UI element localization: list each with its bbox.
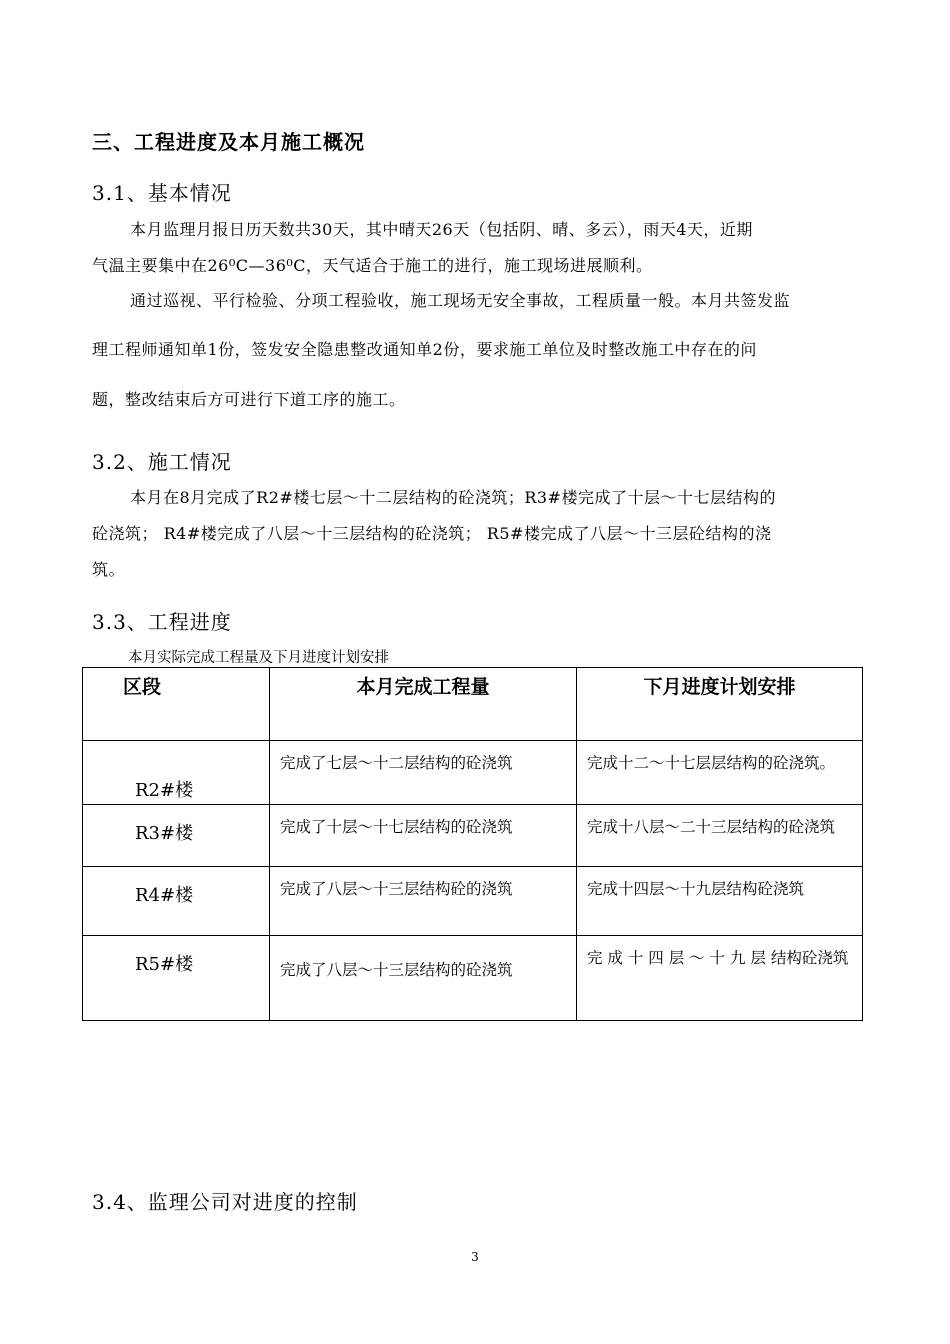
heading-3-2: 3.2、施工情况	[92, 450, 232, 474]
table-row	[83, 741, 863, 805]
section-title: 三、工程进度及本月施工概况	[92, 130, 365, 154]
heading-3-1: 3.1、基本情况	[92, 181, 232, 205]
table-row	[83, 805, 863, 867]
cell-zone: R3#楼	[83, 805, 270, 867]
cell-plan: 完成十四层～十九层结构砼浇筑	[577, 867, 863, 936]
table-row	[83, 867, 863, 936]
page-number: 3	[471, 1250, 479, 1264]
cell-plan: 完成十二～十七层层结构的砼浇筑。	[577, 741, 863, 805]
text-line: 本月在8月完成了R2#楼七层～十二层结构的砼浇筑；R3#楼完成了十层～十七层结构的	[130, 488, 776, 507]
text-line: 气温主要集中在26⁰C—36⁰C，天气适合于施工的进行，施工现场进展顺利。	[92, 256, 653, 275]
cell-plan: 完 成 十 四 层 ～ 十 九 层 结构砼浇筑	[577, 936, 863, 1021]
cell-done: 完成了八层～十三层结构的砼浇筑	[270, 936, 577, 1021]
progress-table	[82, 667, 863, 1021]
column-header-done: 本月完成工程量	[270, 668, 577, 741]
cell-zone: R4#楼	[83, 867, 270, 936]
heading-3-3: 3.3、工程进度	[92, 610, 232, 634]
cell-plan: 完成十八层～二十三层结构的砼浇筑	[577, 805, 863, 867]
table-header-row	[83, 668, 863, 741]
cell-done: 完成了十层～十七层结构的砼浇筑	[270, 805, 577, 867]
text-line: 通过巡视、平行检验、分项工程验收，施工现场无安全事故，工程质量一般。本月共签发监	[130, 291, 791, 310]
text-line: 砼浇筑； R4#楼完成了八层～十三层结构的砼浇筑； R5#楼完成了八层～十三层砼结构的浇	[92, 524, 772, 543]
table-row	[83, 936, 863, 1021]
text-line: 本月监理月报日历天数共30天，其中晴天26天（包括阴、晴、多云），雨天4天，近期	[130, 220, 753, 239]
column-header-zone: 区段	[83, 668, 270, 741]
text-line: 筑。	[92, 560, 126, 579]
cell-done: 完成了八层～十三层结构砼的浇筑	[270, 867, 577, 936]
text-line: 理工程师通知单1份，签发安全隐患整改通知单2份，要求施工单位及时整改施工中存在的问	[92, 340, 757, 359]
cell-zone: R5#楼	[83, 936, 270, 1021]
cell-done: 完成了七层～十二层结构的砼浇筑	[270, 741, 577, 805]
column-header-plan: 下月进度计划安排	[577, 668, 863, 741]
cell-zone: R2#楼	[83, 741, 270, 805]
heading-3-4: 3.4、监理公司对进度的控制	[92, 1190, 358, 1214]
table-caption: 本月实际完成工程量及下月进度计划安排	[128, 650, 389, 666]
text-line: 题，整改结束后方可进行下道工序的施工。	[92, 390, 406, 409]
